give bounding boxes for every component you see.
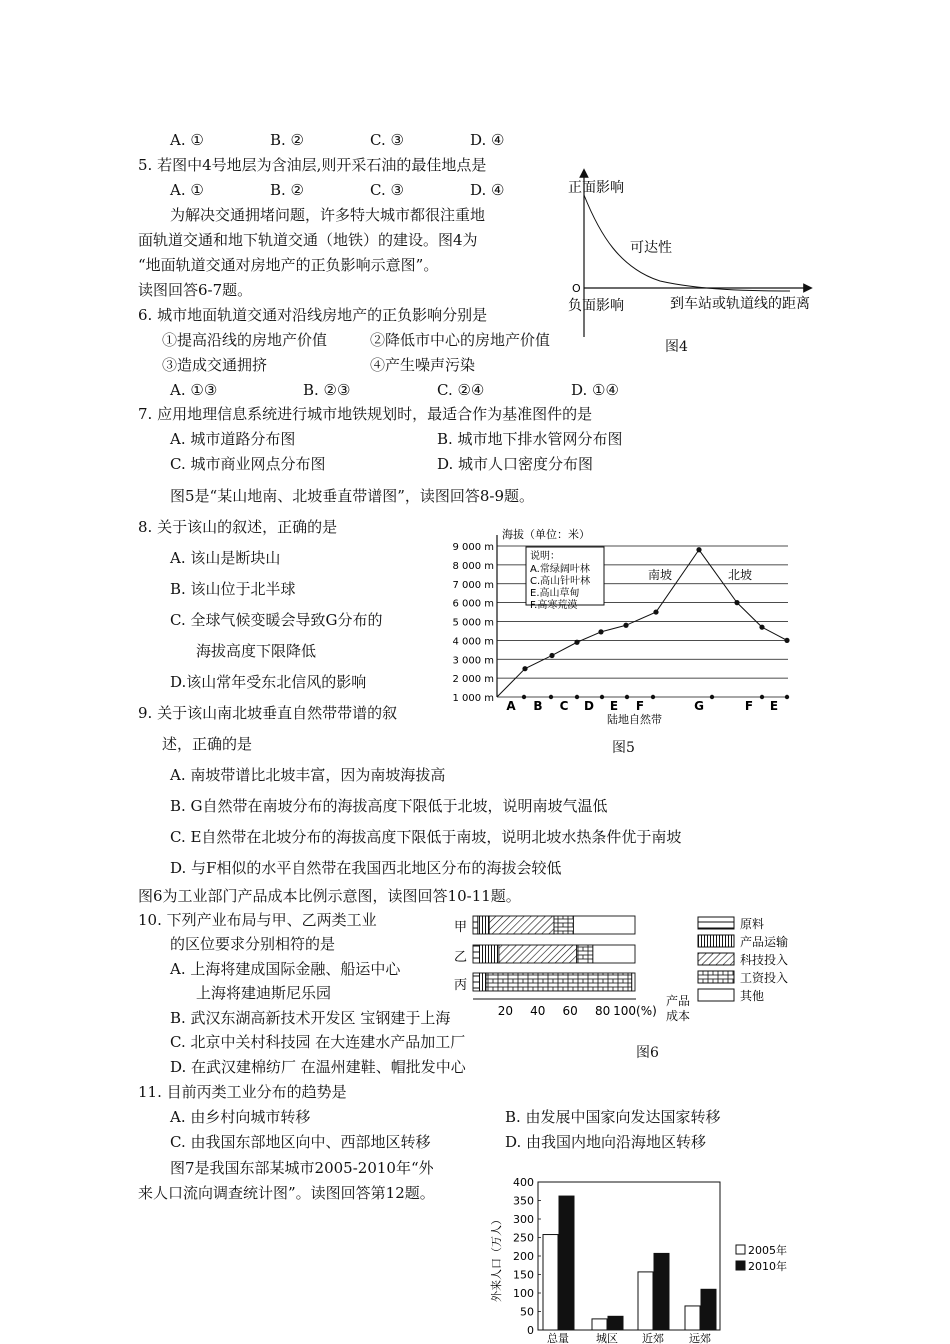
fig5-north-label: 北坡	[728, 568, 753, 582]
q6-option-b: B. ②③	[303, 381, 351, 399]
q8-option-a: A. 该山是断块山	[170, 549, 281, 567]
fig5-legend-f: F.高寒荒漠	[530, 600, 578, 611]
fig5-x-categories	[506, 699, 778, 713]
q6-item-4: ④产生噪声污染	[370, 356, 476, 374]
fig5-baseline-dot	[625, 695, 629, 699]
fig5-baseline-dot	[785, 695, 789, 699]
q7-stem: 7. 应用地理信息系统进行城市地铁规划时，最适合作为基准图件的是	[138, 405, 593, 423]
q5-option-d: D. ④	[470, 181, 505, 199]
fig5-baseline-dot	[549, 695, 553, 699]
fig7-x-categories	[547, 1332, 711, 1344]
fig5-y-tick-label: 4 000 m	[452, 636, 494, 648]
fig6-bar-segment	[632, 973, 635, 991]
fig6-tick-label: 60	[562, 1004, 578, 1018]
q9-option-a: A. 南坡带谱比北坡丰富，因为南坡海拔高	[170, 766, 446, 784]
q11-option-c: C. 由我国东部地区向中、西部地区转移	[170, 1133, 431, 1151]
fig6-tick-label: 20	[497, 1004, 514, 1018]
fig7-y-tick-label: 200	[513, 1250, 534, 1263]
fig6-legend-wage: 工资投入	[740, 971, 789, 985]
fig5-y-title: 海拔（单位：米）	[502, 528, 590, 541]
fig6-bar-segment	[478, 916, 489, 934]
fig5-y-tick-label: 7 000 m	[452, 579, 494, 591]
fig7-legend-2005: 2005年	[748, 1244, 787, 1257]
q7-option-d: D. 城市人口密度分布图	[437, 455, 594, 473]
q5-option-c: C. ③	[370, 181, 404, 199]
q6-item-1: ①提高沿线的房地产价值	[162, 331, 328, 349]
fig6-bar-segment	[499, 945, 577, 963]
fig6-legend-raw-swatch	[698, 917, 734, 929]
figure-4	[560, 165, 840, 355]
fig4-x-label: 到车站或轨道线的距离	[670, 296, 810, 312]
fig7-y-tick-label: 100	[513, 1287, 534, 1300]
fig6-row-jia: 甲	[454, 920, 468, 935]
fig5-legend-title: 说明：	[530, 551, 560, 562]
q4-option-d: D. ④	[470, 131, 505, 149]
q9-option-c: C. E自然带在北坡分布的海拔高度下限低于南坡，说明北坡水热条件优于南坡	[170, 828, 682, 846]
fig5-y-tick-label: 8 000 m	[452, 560, 494, 572]
q6-stem: 6. 城市地面轨道交通对沿线房地产的正负影响分别是	[138, 306, 488, 324]
fig5-legend-a: A.常绿阔叶林	[530, 564, 590, 575]
fig5-point	[598, 629, 603, 634]
fig5-baseline-dot	[710, 695, 714, 699]
q9-option-d: D. 与F相似的水平自然带在我国西北地区分布的海拔会较低	[170, 859, 562, 877]
intro-6-7-line2: 面轨道交通和地下轨道交通（地铁）的建设。图4为	[138, 231, 478, 249]
figure-6	[448, 907, 808, 1032]
fig6-bars	[473, 916, 635, 991]
fig6-legend-trans-swatch	[698, 935, 734, 947]
fig5-x-category: C	[559, 699, 569, 713]
q5-stem: 5. 若图中4号地层为含油层,则开采石油的最佳地点是	[138, 156, 487, 174]
fig6-axis-label-1: 产品	[666, 994, 691, 1008]
q6-item-3: ③造成交通拥挤	[162, 356, 268, 374]
q5-option-a: A. ①	[170, 181, 204, 199]
fig5-point	[522, 666, 527, 671]
fig7-bar	[608, 1316, 623, 1330]
q11-stem: 11. 目前丙类工业分布的趋势是	[138, 1083, 347, 1101]
q4-option-b: B. ②	[270, 131, 305, 149]
q5-option-b: B. ②	[270, 181, 305, 199]
fig7-x-category: 城区	[596, 1332, 618, 1344]
fig7-x-category: 近郊	[642, 1332, 664, 1344]
intro-6-7-line3: “地面轨道交通对房地产的正负影响示意图”。	[138, 256, 439, 274]
q9-option-b: B. G自然带在南坡分布的海拔高度下限低于北坡，说明南坡气温低	[170, 797, 608, 815]
fig7-bar	[638, 1272, 653, 1330]
fig5-caption: 图5	[612, 740, 635, 756]
fig5-legend-e: E.高山草甸	[530, 588, 580, 599]
fig5-legend-c: C.高山针叶林	[530, 576, 591, 587]
fig6-bar-segment	[473, 945, 479, 963]
fig5-baseline-dot	[651, 695, 655, 699]
fig6-row-yi: 乙	[454, 950, 468, 965]
q4-option-a: A. ①	[170, 131, 204, 149]
fig7-y-tick-label: 150	[513, 1268, 534, 1282]
fig4-curve	[584, 195, 790, 291]
fig5-point	[696, 547, 701, 552]
fig6-bar-segment	[489, 916, 554, 934]
fig5-x-category: G	[694, 699, 704, 713]
figure-5	[440, 525, 800, 730]
fig5-point	[549, 653, 554, 658]
intro-8-9: 图5是“某山地南、北坡垂直带谱图”，读图回答8-9题。	[170, 487, 535, 505]
q8-stem: 8. 关于该山的叙述，正确的是	[138, 518, 338, 536]
q8-option-b: B. 该山位于北半球	[170, 580, 296, 598]
fig5-point	[784, 638, 789, 643]
q7-option-b: B. 城市地下排水管网分布图	[437, 430, 623, 448]
fig5-point	[653, 609, 658, 614]
q10-option-a-cont: 上海将建迪斯尼乐园	[196, 984, 332, 1002]
fig5-south-label: 南坡	[648, 568, 673, 582]
fig6-legend-trans: 产品运输	[740, 935, 789, 949]
fig7-y-tick-label: 400	[513, 1176, 534, 1189]
q11-option-b: B. 由发展中国家向发达国家转移	[505, 1108, 721, 1126]
fig6-bar-segment	[479, 973, 485, 991]
q8-option-c-cont: 海拔高度下限降低	[196, 642, 317, 660]
fig5-x-category: E	[769, 699, 779, 713]
q9-stem: 9. 关于该山南北坡垂直自然带带谱的叙	[138, 704, 398, 722]
fig7-legend-2010-swatch	[736, 1261, 745, 1270]
fig4-curve-label: 可达性	[630, 240, 672, 256]
fig6-tick-label: 100(%)	[613, 1004, 657, 1018]
fig5-point	[759, 625, 764, 630]
fig6-tick-label: 80	[594, 1004, 611, 1018]
fig5-point	[623, 623, 628, 628]
fig5-x-category: E	[609, 699, 619, 713]
fig7-bar	[559, 1196, 574, 1330]
fig7-legend-2010: 2010年	[748, 1260, 787, 1273]
fig5-point	[574, 640, 579, 645]
q6-option-d: D. ①④	[571, 381, 619, 399]
fig5-y-tick-label: 3 000 m	[452, 655, 494, 667]
fig7-bar	[685, 1306, 700, 1330]
fig5-x-category: F	[635, 699, 645, 713]
fig6-tick-label: 40	[530, 1004, 546, 1018]
fig5-y-ticks	[452, 542, 494, 704]
q10-stem: 10. 下列产业布局与甲、乙两类工业	[138, 911, 377, 929]
fig6-legend-other-swatch	[698, 989, 734, 1001]
fig6-legend-tech: 科技投入	[740, 953, 789, 967]
q10-stem-cont: 的区位要求分别相符的是	[170, 935, 336, 953]
fig7-bar	[543, 1235, 558, 1330]
fig7-legend-2005-swatch	[736, 1245, 745, 1254]
fig4-origin-label: O	[572, 282, 581, 295]
fig5-baseline-dot	[522, 695, 526, 699]
q4-option-c: C. ③	[370, 131, 404, 149]
q10-option-b: B. 武汉东湖高新技术开发区 宝钢建于上海	[170, 1009, 451, 1027]
fig6-legend-other: 其他	[740, 989, 765, 1003]
q6-option-a: A. ①③	[170, 381, 218, 399]
fig6-bar-segment	[473, 973, 479, 991]
q11-option-d: D. 由我国内地向沿海地区转移	[505, 1133, 707, 1151]
q6-option-c: C. ②④	[437, 381, 485, 399]
fig4-caption: 图4	[665, 339, 688, 355]
fig6-legend-wage-swatch	[698, 971, 734, 983]
fig6-legend-tech-swatch	[698, 953, 734, 965]
q9-stem-cont: 述，正确的是	[162, 735, 253, 753]
fig5-baseline-dot	[575, 695, 579, 699]
fig5-x-category: F	[744, 699, 754, 713]
fig5-y-tick-label: 6 000 m	[452, 598, 494, 610]
q8-option-c: C. 全球气候变暖会导致G分布的	[170, 611, 383, 629]
fig5-y-tick-label: 2 000 m	[452, 674, 494, 686]
fig6-bar-segment	[554, 916, 573, 934]
fig5-x-category: A	[506, 699, 516, 713]
fig5-point	[734, 600, 739, 605]
fig7-x-category: 远郊	[689, 1332, 711, 1344]
fig7-y-label: 外来人口（万人）	[490, 1214, 503, 1302]
fig7-bar	[654, 1253, 669, 1330]
fig6-bar-segment	[479, 945, 498, 963]
intro-10-11: 图6为工业部门产品成本比例示意图，读图回答10-11题。	[138, 887, 521, 905]
fig7-y-tick-label: 350	[513, 1194, 534, 1208]
fig5-x-category: B	[533, 699, 543, 713]
fig6-caption: 图6	[636, 1045, 659, 1061]
fig6-bar-segment	[593, 945, 635, 963]
fig7-y-tick-label: 0	[527, 1324, 534, 1337]
q6-item-2: ②降低市中心的房地产价值	[370, 331, 551, 349]
fig6-bar-segment	[577, 945, 593, 963]
fig7-y-tick-label: 250	[513, 1231, 534, 1245]
intro-12-line1: 图7是我国东部某城市2005-2010年“外	[170, 1159, 434, 1177]
fig6-bar-segment	[473, 916, 478, 934]
q10-option-a: A. 上海将建成国际金融、船运中心	[170, 960, 401, 978]
fig5-x-category: D	[584, 699, 594, 713]
q10-option-d: D. 在武汉建棉纺厂 在温州建鞋、帽批发中心	[170, 1058, 466, 1076]
fig6-ticks	[498, 1004, 657, 1018]
fig7-x-category: 总量	[547, 1332, 569, 1344]
fig6-axis-label-2: 成本	[666, 1009, 691, 1023]
fig7-bar	[701, 1289, 716, 1330]
figure-7	[480, 1172, 810, 1344]
q11-option-a: A. 由乡村向城市转移	[170, 1108, 311, 1126]
fig6-row-bing: 丙	[454, 978, 468, 993]
fig7-bar	[592, 1319, 607, 1330]
fig7-y-ticks	[513, 1176, 541, 1337]
fig5-x-title: 陆地自然带	[607, 713, 662, 726]
q10-option-c: C. 北京中关村科技园 在大连建水产品加工厂	[170, 1033, 466, 1051]
fig5-y-tick-label: 9 000 m	[452, 542, 494, 553]
intro-6-7-line4: 读图回答6-7题。	[138, 281, 253, 299]
fig5-baseline-dot	[760, 695, 764, 699]
fig6-bar-segment	[486, 973, 632, 991]
fig4-y-top-label: 正面影响	[568, 180, 624, 196]
q8-option-d: D.该山常年受东北信风的影响	[170, 673, 367, 691]
q7-option-c: C. 城市商业网点分布图	[170, 455, 326, 473]
fig7-y-tick-label: 300	[513, 1213, 534, 1226]
intro-12-line2: 来人口流向调查统计图”。读图回答第12题。	[138, 1184, 435, 1202]
fig7-y-tick-label: 50	[520, 1305, 534, 1319]
fig4-y-bottom-label: 负面影响	[568, 298, 624, 314]
fig6-bar-segment	[573, 916, 635, 934]
q7-option-a: A. 城市道路分布图	[170, 430, 296, 448]
intro-6-7-line1: 为解决交通拥堵问题，许多特大城市都很注重地	[170, 206, 486, 224]
fig5-y-tick-label: 5 000 m	[452, 617, 494, 629]
fig5-y-tick-label: 1 000 m	[452, 693, 494, 704]
fig5-baseline-dot	[600, 695, 604, 699]
fig6-legend-raw: 原料	[740, 917, 765, 931]
